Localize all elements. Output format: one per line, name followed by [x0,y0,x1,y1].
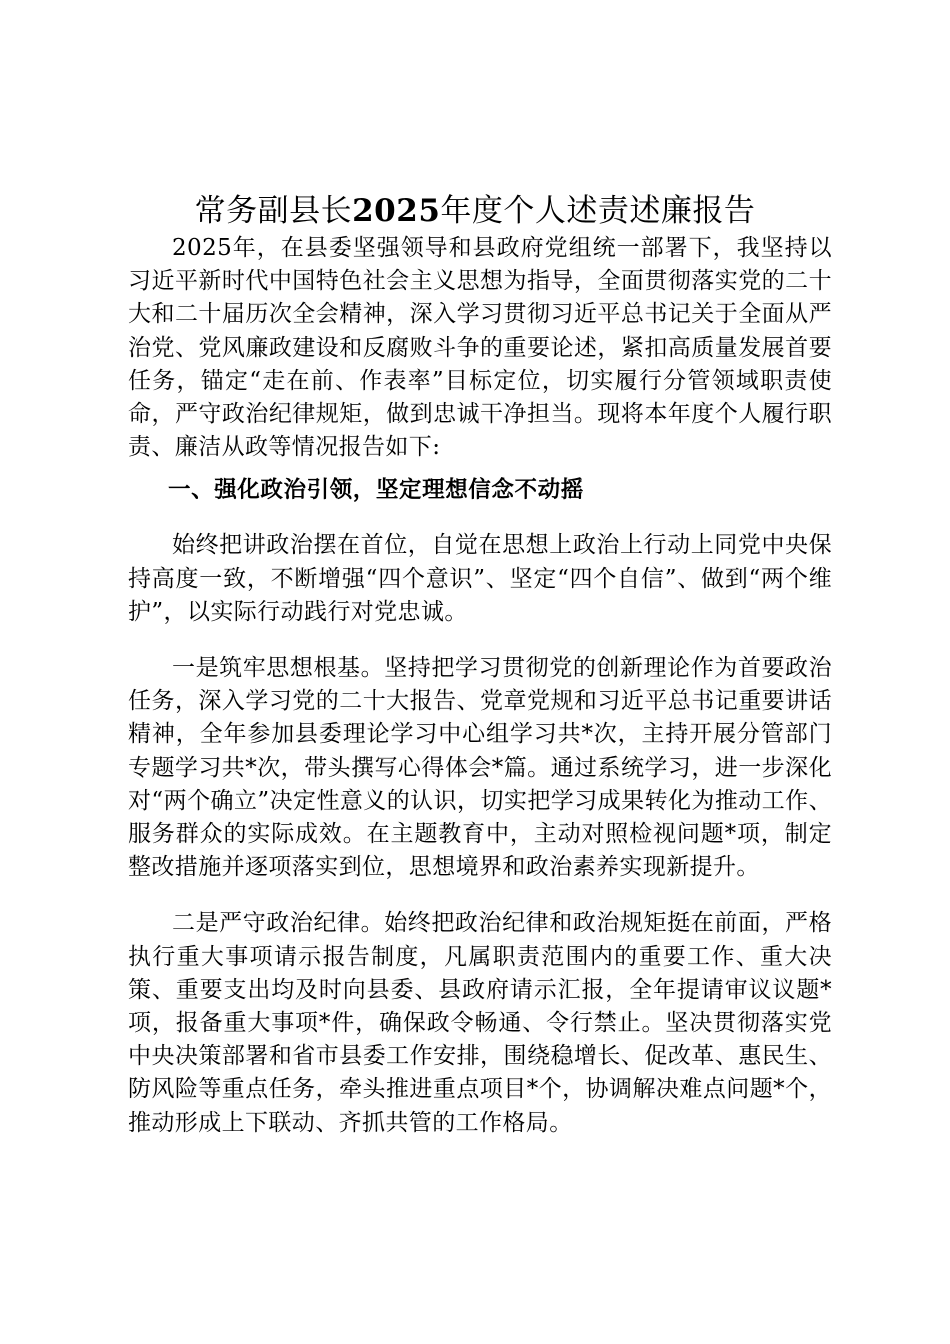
section-1-point-1: 一是筑牢思想根基。坚持把学习贯彻党的创新理论作为首要政治任务，深入学习党的二十大报告、党章党规和习近平总书记重要讲话精神，全年参加县委理论学习中心组学习共*次，主持开展分管部门专题学习共*次，带头撰写心得体会*篇。通过系统学习，进一步深化对“两个确立”决定性意义的认识，切实把学习成果转化为推动工作、服务群众的实际成效。在主题教育中，主动对照检视问题*项，制定整改措施并逐项落实到位，思想境界和政治素养实现新提升。 [128,655,832,881]
spacer [128,884,832,907]
section-1-paragraph: 始终把讲政治摆在首位，自觉在思想上政治上行动上同党中央保持高度一致，不断增强“四个意识”、坚定“四个自信”、做到“两个维护”，以实际行动践行对党忠诚。 [128,532,832,625]
title-suffix: 年度个人述责述廉报告 [440,192,756,229]
section-heading-1: 一、强化政治引领，坚定理想信念不动摇 [168,477,584,504]
title-year: 2025 [352,192,441,229]
spacer [128,507,832,529]
document-body [128,232,832,1140]
title-prefix: 常务副县长 [194,192,353,229]
spacer [128,464,832,474]
document-title [0,187,950,235]
section-1-point-2: 二是严守政治纪律。始终把政治纪律和政治规矩挺在前面，严格执行重大事项请示报告制度，凡属职责范围内的重要工作、重大决策、重要支出均及时向县委、县政府请示汇报，全年提请审议议题*项，报备重大事项*件，确保政令畅通、令行禁止。坚决贯彻落实党中央决策部署和省市县委工作安排，围绕稳增长、促改革、惠民生、防风险等重点任务，牵头推进重点项目*个，协调解决难点问题*个，推动形成上下联动、齐抓共管的工作格局。 [128,910,832,1136]
spacer [128,629,832,652]
intro-paragraph: 2025年，在县委坚强领导和县政府党组统一部署下，我坚持以习近平新时代中国特色社会主义思想为指导，全面贯彻落实党的二十大和二十届历次全会精神，深入学习贯彻习近平总书记关于全面从严治党、党风廉政建设和反腐败斗争的重要论述，紧扣高质量发展首要任务，锚定“走在前、作表率”目标定位，切实履行分管领域职责使命，严守政治纪律规矩，做到忠诚干净担当。现将本年度个人履行职责、廉洁从政等情况报告如下: [128,235,832,461]
